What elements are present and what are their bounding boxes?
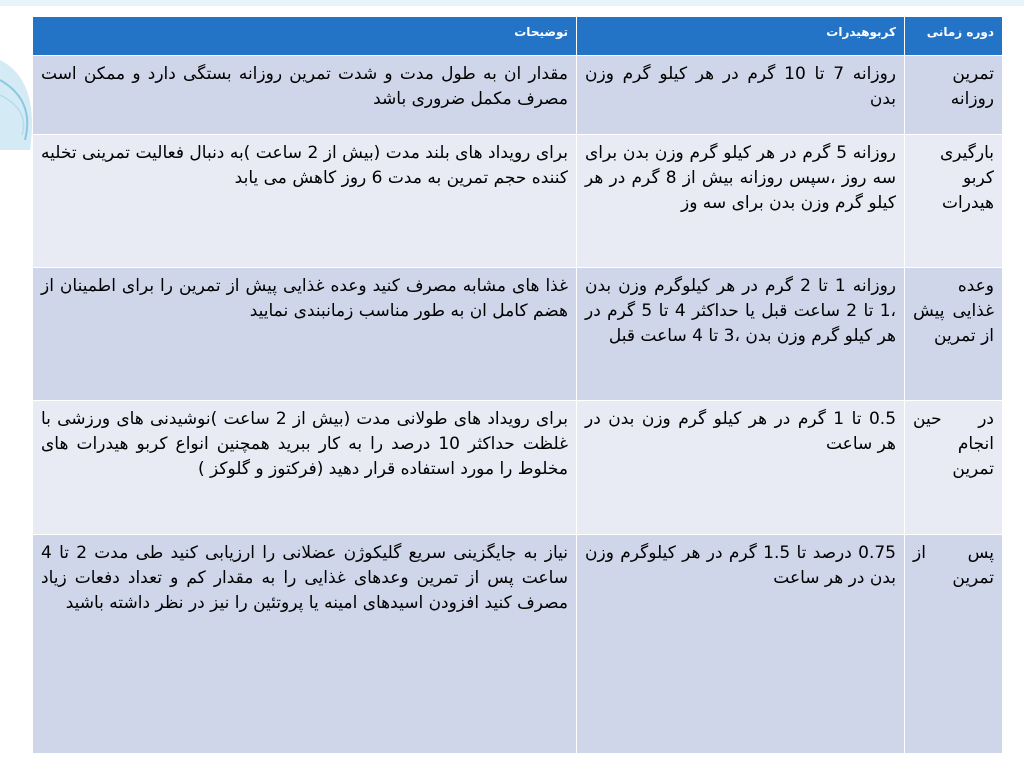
cell-period: وعده غذایی پیش از تمرین — [905, 268, 1003, 401]
cell-description: نیاز به جایگزینی سریع گلیکوژن عضلانی را ارزیابی کنید طی مدت 2 تا 4 ساعت پس از تمرین وعدهای غذایی را به مقدار کم و تعداد دفعات زیاد مصرف کنید افزودن اسیدهای امینه یا پروتئین را نیز در نظر داشته باشید — [33, 535, 577, 754]
cell-carbohydrates: روزانه 7 تا 10 گرم در هر کیلو گرم وزن بدن — [577, 56, 905, 135]
carbohydrate-guide-table — [32, 16, 1003, 754]
cell-period: در حین انجام تمرین — [905, 401, 1003, 535]
cell-description: برای رویداد های بلند مدت (بیش از 2 ساعت )به دنبال فعالیت تمرینی تخلیه کننده حجم تمرین به مدت 6 روز کاهش می یابد — [33, 135, 577, 268]
cell-description: مقدار ان به طول مدت و شدت تمرین روزانه بستگی دارد و ممکن است مصرف مکمل ضروری باشد — [33, 56, 577, 135]
table-row — [33, 401, 1003, 535]
cell-period: پس از تمرین — [905, 535, 1003, 754]
table-row — [33, 56, 1003, 135]
table-row — [33, 268, 1003, 401]
cell-description: برای رویداد های طولانی مدت (بیش از 2 ساعت )نوشیدنی های ورزشی با غلظت حداکثر 10 درصد را به کار ببرید همچنین انواع کربو هیدرات های مخلوط را مورد استفاده قرار دهید (فرکتوز و گلوکز ) — [33, 401, 577, 535]
table-header-row — [33, 17, 1003, 56]
header-carbohydrates: کربوهیدرات — [577, 17, 905, 56]
cell-carbohydrates: روزانه 1 تا 2 گرم در هر کیلوگرم وزن بدن ،1 تا 2 ساعت قبل یا حداکثر 4 تا 5 گرم در هر کیلو گرم وزن بدن ،3 تا 4 ساعت قبل — [577, 268, 905, 401]
cell-carbohydrates: روزانه 5 گرم در هر کیلو گرم وزن بدن برای سه روز ،سپس روزانه بیش از 8 گرم در هر کیلو گرم وزن بدن برای سه وز — [577, 135, 905, 268]
cell-carbohydrates: 0.75 درصد تا 1.5 گرم در هر کیلوگرم وزن بدن در هر ساعت — [577, 535, 905, 754]
cell-period: بارگیری کربو هیدرات — [905, 135, 1003, 268]
header-description: توضیحات — [33, 17, 577, 56]
cell-description: غذا های مشابه مصرف کنید وعده غذایی پیش از تمرین را برای اطمینان از هضم کامل ان به طور مناسب زمانبندی نمایید — [33, 268, 577, 401]
table-row — [33, 535, 1003, 754]
header-period: دوره زمانی — [905, 17, 1003, 56]
cell-period: تمرین روزانه — [905, 56, 1003, 135]
cell-carbohydrates: 0.5 تا 1 گرم در هر کیلو گرم وزن بدن در هر ساعت — [577, 401, 905, 535]
table-row — [33, 135, 1003, 268]
